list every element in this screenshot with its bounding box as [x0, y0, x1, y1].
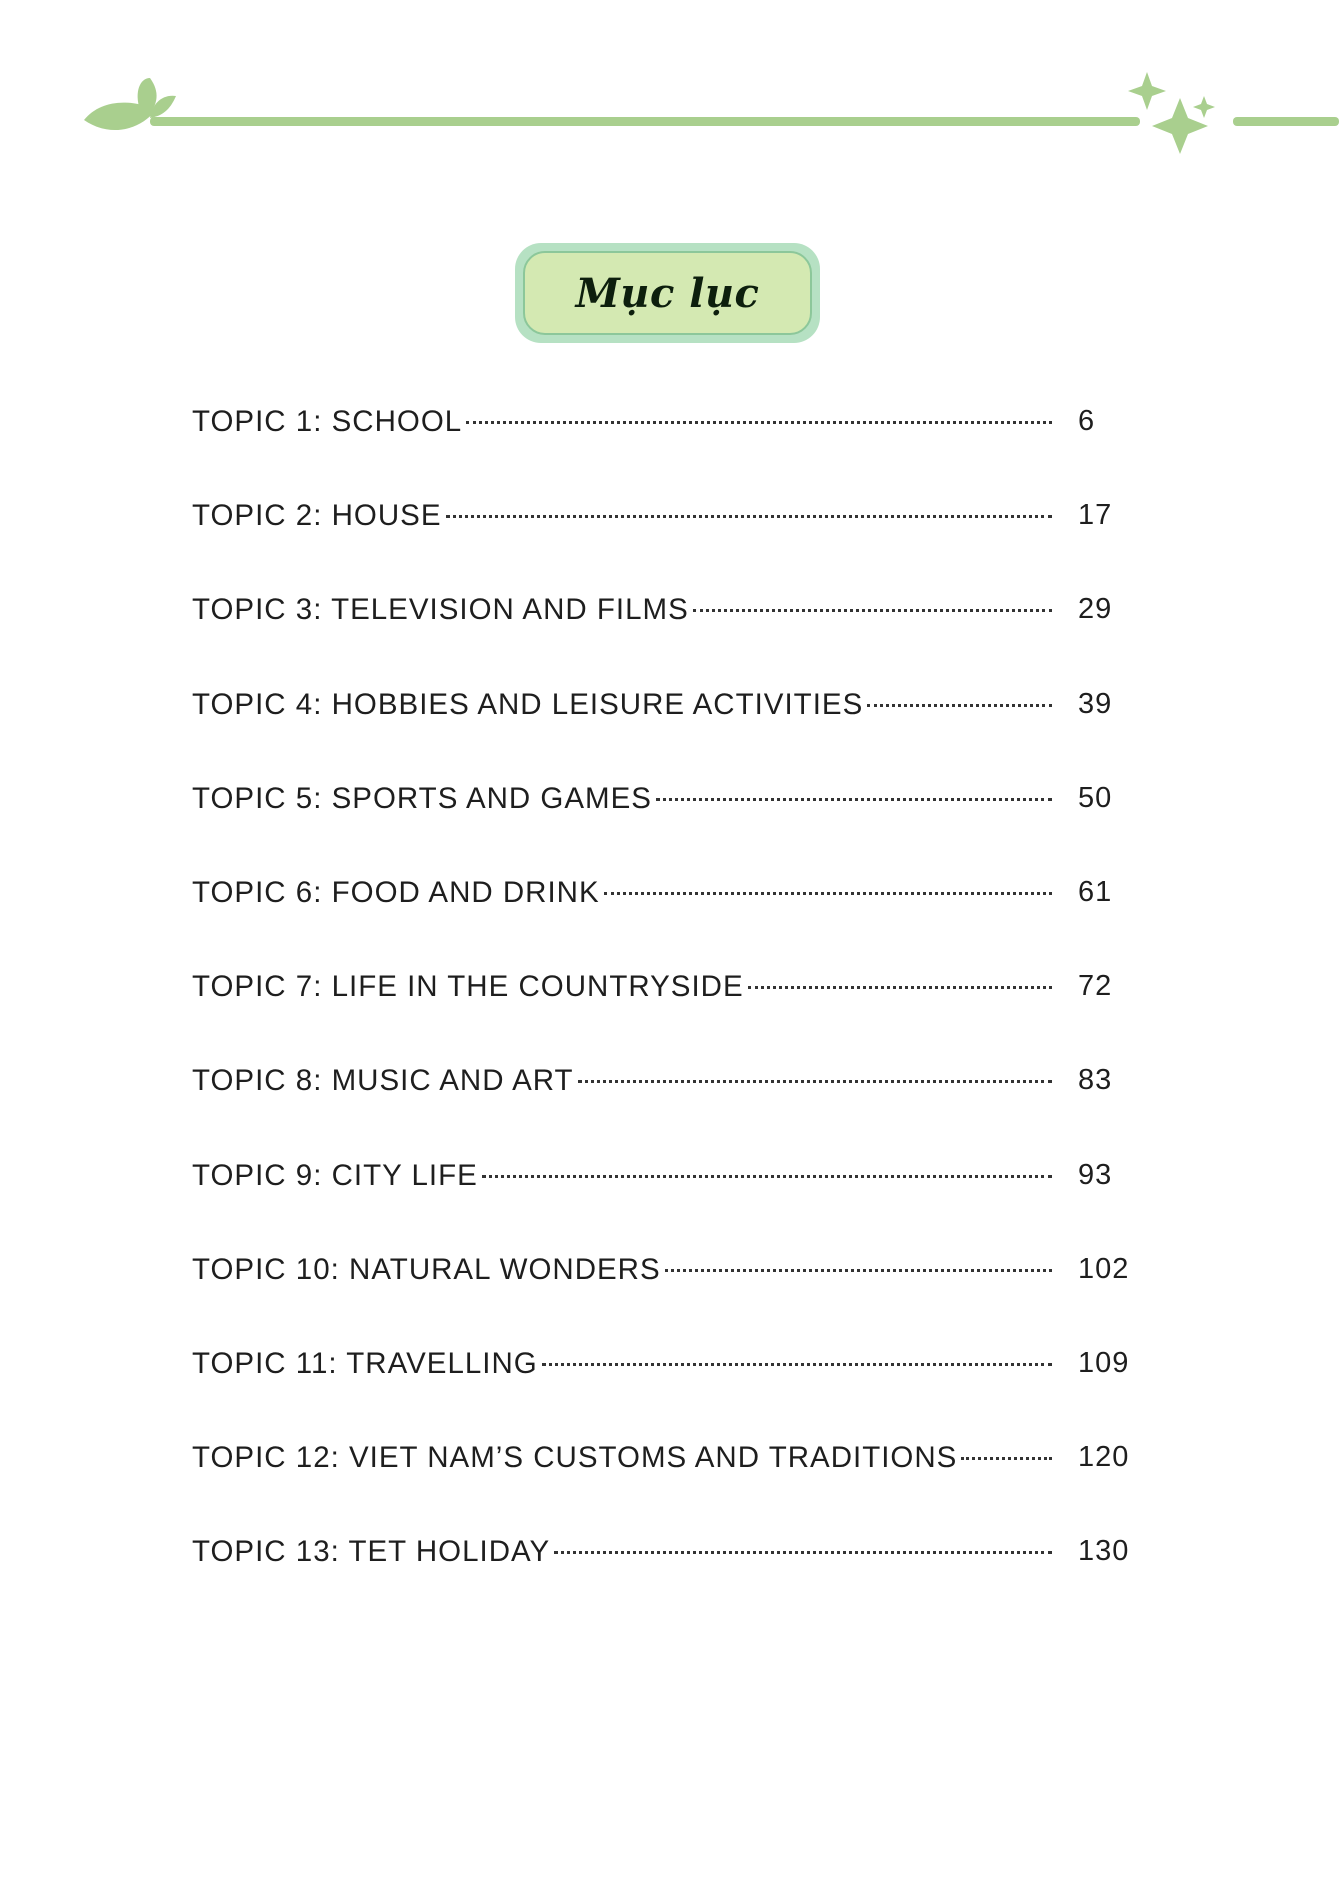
toc-label-wrap	[192, 1253, 1052, 1287]
dot-leader	[604, 891, 1052, 895]
dot-leader	[867, 703, 1052, 707]
toc-entry[interactable]	[192, 593, 1172, 687]
toc-entry-title: TOPIC 6: FOOD AND DRINK	[192, 875, 600, 909]
toc-label-wrap	[192, 1064, 1052, 1098]
toc-entry[interactable]	[192, 1253, 1172, 1347]
table-of-contents	[192, 405, 1172, 1629]
toc-entry[interactable]	[192, 1347, 1172, 1441]
toc-entry-page-number: 29	[1078, 593, 1113, 626]
dot-leader	[482, 1174, 1052, 1178]
dot-leader	[693, 608, 1052, 612]
toc-label-wrap	[192, 593, 1052, 627]
toc-entry[interactable]	[192, 1441, 1172, 1535]
toc-entry-title: TOPIC 5: SPORTS AND GAMES	[192, 781, 652, 815]
sparkle-icon	[1128, 72, 1215, 154]
page-title: Mục lục	[575, 269, 760, 317]
toc-entry[interactable]	[192, 876, 1172, 970]
toc-label-wrap	[192, 1535, 1052, 1569]
toc-label-wrap	[192, 1159, 1052, 1193]
toc-entry-page-number: 39	[1078, 687, 1113, 720]
dot-leader	[446, 514, 1052, 518]
toc-entry-title: TOPIC 11: TRAVELLING	[192, 1346, 538, 1380]
toc-entry[interactable]	[192, 499, 1172, 593]
toc-label-wrap	[192, 405, 1052, 439]
header-line-right	[1233, 117, 1339, 126]
header-decoration	[0, 0, 1339, 180]
toc-entry-title: TOPIC 2: HOUSE	[192, 499, 442, 533]
toc-entry-page-number: 120	[1078, 1441, 1130, 1474]
dot-leader	[748, 985, 1052, 989]
toc-entry[interactable]	[192, 688, 1172, 782]
header-line	[150, 117, 1140, 126]
dot-leader	[542, 1362, 1052, 1366]
dot-leader	[656, 797, 1052, 801]
toc-entry[interactable]	[192, 970, 1172, 1064]
toc-label-wrap	[192, 970, 1052, 1004]
toc-label-wrap	[192, 1347, 1052, 1381]
toc-entry-title: TOPIC 10: NATURAL WONDERS	[192, 1252, 661, 1286]
toc-entry-page-number: 72	[1078, 970, 1113, 1003]
toc-entry[interactable]	[192, 782, 1172, 876]
toc-entry-page-number: 6	[1078, 405, 1096, 437]
toc-entry-title: TOPIC 12: VIET NAM’S CUSTOMS AND TRADITIONS	[192, 1441, 958, 1475]
toc-entry-title: TOPIC 4: HOBBIES AND LEISURE ACTIVITIES	[192, 687, 864, 721]
toc-entry-page-number: 130	[1078, 1535, 1130, 1568]
toc-entry[interactable]	[192, 1064, 1172, 1158]
toc-entry-title: TOPIC 9: CITY LIFE	[192, 1158, 478, 1192]
toc-entry-title: TOPIC 13: TET HOLIDAY	[192, 1535, 551, 1569]
toc-entry-page-number: 102	[1078, 1252, 1130, 1285]
toc-entry-page-number: 61	[1078, 875, 1113, 908]
dot-leader	[665, 1268, 1052, 1272]
toc-label-wrap	[192, 499, 1052, 533]
toc-entry[interactable]	[192, 405, 1172, 499]
title-badge-inner	[523, 251, 812, 335]
toc-entry-title: TOPIC 3: TELEVISION AND FILMS	[192, 593, 689, 627]
title-badge	[515, 243, 820, 343]
toc-entry-title: TOPIC 1: SCHOOL	[192, 405, 463, 438]
toc-label-wrap	[192, 688, 1052, 722]
toc-entry-page-number: 83	[1078, 1064, 1113, 1097]
dot-leader	[554, 1550, 1052, 1554]
toc-entry-title: TOPIC 7: LIFE IN THE COUNTRYSIDE	[192, 970, 744, 1004]
toc-label-wrap	[192, 876, 1052, 910]
toc-label-wrap	[192, 1441, 1052, 1475]
toc-entry-page-number: 109	[1078, 1346, 1130, 1379]
toc-entry-page-number: 17	[1078, 499, 1113, 532]
toc-label-wrap	[192, 782, 1052, 816]
dot-leader	[578, 1079, 1052, 1083]
toc-entry-page-number: 93	[1078, 1158, 1113, 1191]
toc-entry[interactable]	[192, 1159, 1172, 1253]
dot-leader	[961, 1456, 1052, 1460]
toc-entry[interactable]	[192, 1535, 1172, 1629]
toc-entry-page-number: 50	[1078, 781, 1113, 814]
dot-leader	[466, 420, 1052, 424]
toc-entry-title: TOPIC 8: MUSIC AND ART	[192, 1064, 574, 1098]
